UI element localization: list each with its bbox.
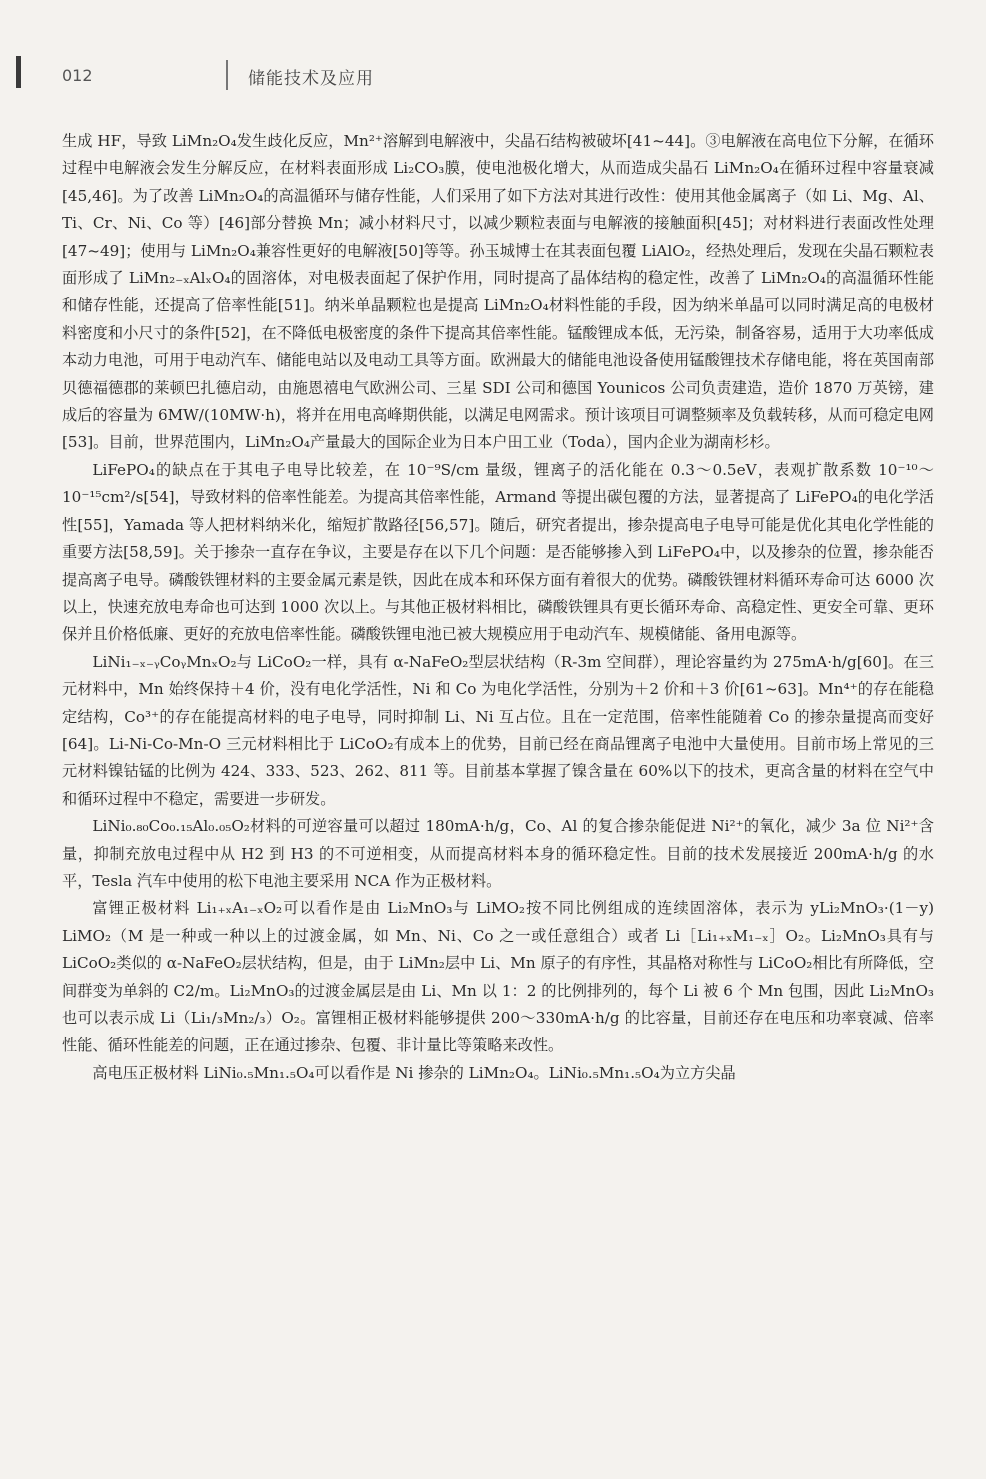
paragraph: 富锂正极材料 Li₁₊ₓA₁₋ₓO₂可以看作是由 Li₂MnO₃与 LiMO₂按不同比例组成的连续固溶体，表示为 yLi₂MnO₃·(1－y) LiMO₂（M 是一种或一种以上的过渡金属，如 Mn、Ni、Co 之一或任意组合）或者 Li［Li₁₊ₓM₁₋ₓ］O₂。Li₂MnO₃具有与 LiCoO₂类似的 α-NaFeO₂层状结构，但是，由于 LiMn₂层中 Li、Mn 原子的有序性，其晶格对称性与 LiCoO₂相比有所降低，空间群变为单斜的 C2/m。Li₂MnO₃的过渡金属层是由 Li、Mn 以 1：2 的比例排列的，每个 Li 被 6 个 Mn 包围，因此 Li₂MnO₃也可以表示成 Li（Li₁/₃Mn₂/₃）O₂。富锂相正极材料能够提供 200～330mA·h/g 的比容量，目前还存在电压和功率衰减、倍率性能、循环性能差的问题，正在通过掺杂、包覆、非计量比等策略来改性。 <box>62 899 934 1055</box>
chapter-marker-bar <box>16 56 21 88</box>
paragraph: 生成 HF，导致 LiMn₂O₄发生歧化反应，Mn²⁺溶解到电解液中，尖晶石结构被破坏[41~44]。③电解液在高电位下分解，在循环过程中电解液会发生分解反应，在材料表面形成 Li₂CO₃膜，使电池极化增大，从而造成尖晶石 LiMn₂O₄在循环过程中容量衰减[45,46]。为了改善 LiMn₂O₄的高温循环与储存性能，人们采用了如下方法对其进行改性：使用其他金属离子（如 Li、Mg、Al、Ti、Cr、Ni、Co 等）[46]部分替换 Mn；减小材料尺寸，以减少颗粒表面与电解液的接触面积[45]；对材料进行表面改性处理[47~49]；使用与 LiMn₂O₄兼容性更好的电解液[50]等等。孙玉城博士在其表面包覆 LiAlO₂，经热处理后，发现在尖晶石颗粒表面形成了 LiMn₂₋ₓAlₓO₄的固溶体，对电极表面起了保护作用，同时提高了晶体结构的稳定性，改善了 LiMn₂O₄的高温循环性能和储存性能，还提高了倍率性能[51]。纳米单晶颗粒也是提高 LiMn₂O₄材料性能的手段，因为纳米单晶可以同时满足高的电极材料密度和小尺寸的条件[52]，在不降低电极密度的条件下提高其倍率性能。锰酸锂成本低，无污染，制备容易，适用于大功率低成本动力电池，可用于电动汽车、储能电站以及电动工具等方面。欧洲最大的储能电池设备使用锰酸锂技术存储电能，将在英国南部贝德福德郡的莱顿巴扎德启动，由施恩禧电气欧洲公司、三星 SDI 公司和德国 Younicos 公司负责建造，造价 1870 万英镑，建成后的容量为 6MW/(10MW·h)，将并在用电高峰期供能，以满足电网需求。预计该项目可调整频率及负载转移，从而可稳定电网[53]。目前，世界范围内，LiMn₂O₄产量最大的国际企业为日本户田工业（Toda），国内企业为湖南杉杉。 <box>62 132 934 452</box>
running-title: 储能技术及应用 <box>248 69 374 89</box>
header-divider <box>226 60 228 90</box>
paragraph: LiNi₁₋ₓ₋ᵧCoᵧMnₓO₂与 LiCoO₂一样，具有 α-NaFeO₂型层状结构（R-3m 空间群），理论容量约为 275mA·h/g[60]。在三元材料中，Mn 始终保持＋4 价，没有电化学活性，Ni 和 Co 为电化学活性，分别为＋2 价和＋3 价[61~63]。Mn⁴⁺的存在能稳定结构，Co³⁺的存在能提高材料的电子电导，同时抑制 Li、Ni 互占位。且在一定范围，倍率性能随着 Co 的掺杂量提高而变好[64]。Li-Ni-Co-Mn-O 三元材料相比于 LiCoO₂有成本上的优势，目前已经在商品锂离子电池中大量使用。目前市场上常见的三元材料镍钴锰的比例为 424、333、523、262、811 等。目前基本掌握了镍含量在 60%以下的技术，更高含量的材料在空气中和循环过程中不稳定，需要进一步研发。 <box>62 652 934 808</box>
body-text <box>62 128 934 1087</box>
paragraph: 高电压正极材料 LiNi₀.₅Mn₁.₅O₄可以看作是 Ni 掺杂的 LiMn₂O₄。LiNi₀.₅Mn₁.₅O₄为立方尖晶 <box>92 1063 736 1082</box>
paragraph: LiFePO₄的缺点在于其电子电导比较差，在 10⁻⁹S/cm 量级，锂离子的活化能在 0.3～0.5eV，表观扩散系数 10⁻¹⁰～10⁻¹⁵cm²/s[54]，导致材料的倍率性能差。为提高其倍率性能，Armand 等提出碳包覆的方法，显著提高了 LiFePO₄的电化学活性[55]，Yamada 等人把材料纳米化，缩短扩散路径[56,57]。随后，研究者提出，掺杂提高电子电导可能是优化其电化学性能的重要方法[58,59]。关于掺杂一直存在争议，主要是存在以下几个问题：是否能够掺入到 LiFePO₄中，以及掺杂的位置，掺杂能否提高离子电导。磷酸铁锂材料的主要金属元素是铁，因此在成本和环保方面有着很大的优势。磷酸铁锂材料循环寿命可达 6000 次以上，快速充放电寿命也可达到 1000 次以上。与其他正极材料相比，磷酸铁锂具有更长循环寿命、高稳定性、更安全可靠、更环保并且价格低廉、更好的充放电倍率性能。磷酸铁锂电池已被大规模应用于电动汽车、规模储能、备用电源等。 <box>62 460 934 644</box>
page-number: 012 <box>62 66 93 85</box>
paragraph: LiNi₀.₈₀Co₀.₁₅Al₀.₀₅O₂材料的可逆容量可以超过 180mA·h/g，Co、Al 的复合掺杂能促进 Ni²⁺的氧化，减少 3a 位 Ni²⁺含量，抑制充放电过程中从 H2 到 H3 的不可逆相变，从而提高材料本身的循环稳定性。目前的技术发展接近 200mA·h/g 的水平，Tesla 汽车中使用的松下电池主要采用 NCA 作为正极材料。 <box>62 817 934 890</box>
